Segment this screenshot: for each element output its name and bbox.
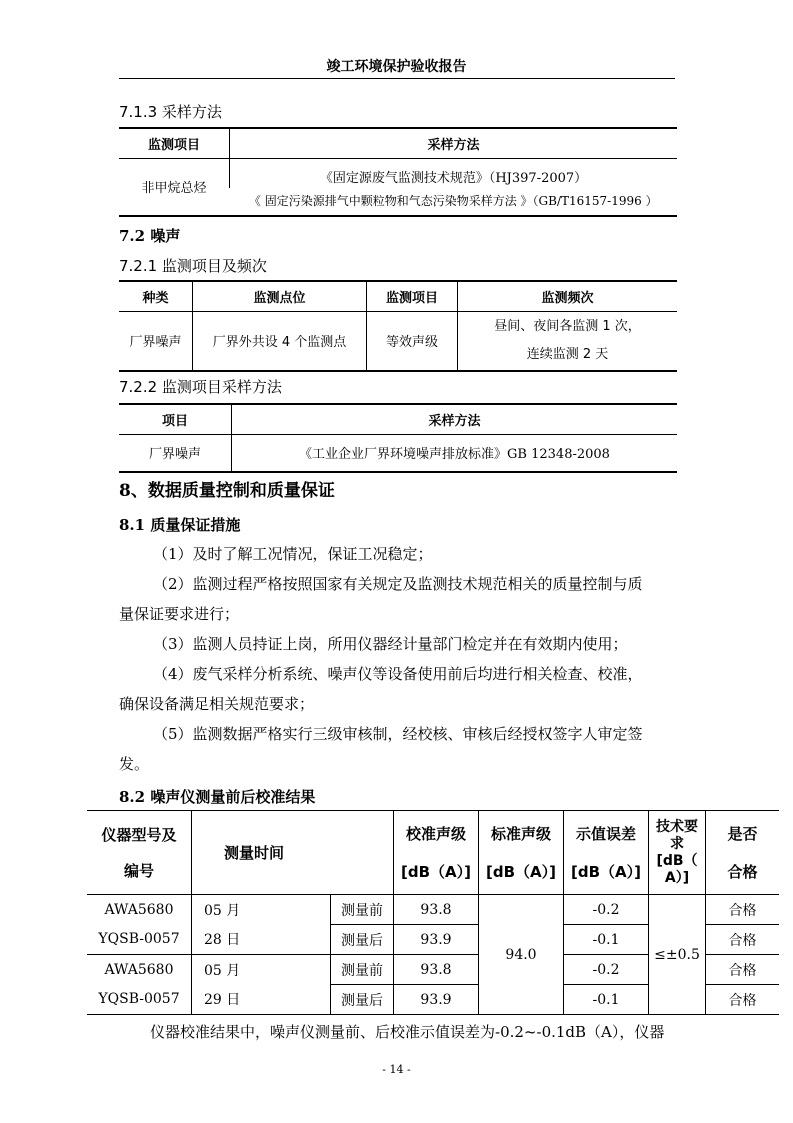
noise-method-table bbox=[119, 403, 677, 473]
phase-cell: 测量前 bbox=[331, 895, 394, 925]
err-cell: -0.2 bbox=[564, 895, 649, 925]
section-8-heading: 8、数据质量控制和质量保证 bbox=[119, 481, 335, 501]
col-header-cal-unit: [dB（A）] bbox=[401, 862, 471, 881]
col-header-item: 项目 bbox=[161, 413, 188, 429]
cal-cell: 93.9 bbox=[394, 925, 479, 955]
qa-item-5-line-2: 发。 bbox=[119, 755, 150, 773]
col-header-err bbox=[564, 811, 649, 895]
section-7-2-1-heading: 7.2.1 监测项目及频次 bbox=[119, 257, 267, 275]
page-number: - 14 - bbox=[382, 1063, 411, 1076]
header-divider bbox=[119, 78, 675, 79]
col-header-req-line-2: 求 bbox=[670, 835, 684, 852]
col-header-item: 监测项目 bbox=[147, 137, 200, 153]
col-header-type: 种类 bbox=[142, 290, 169, 306]
qa-item-4-line-2: 确保设备满足相关规范要求； bbox=[119, 695, 315, 713]
col-header-model-line-2: 编号 bbox=[123, 861, 154, 880]
section-8-2-heading: 8.2 噪声仪测量前后校准结果 bbox=[119, 788, 316, 806]
col-header-pass bbox=[706, 811, 780, 895]
col-header-model bbox=[87, 811, 192, 895]
col-header-std bbox=[479, 811, 564, 895]
cal-cell: 93.8 bbox=[394, 895, 479, 925]
col-header-req-line-3: [dB（ bbox=[656, 852, 698, 869]
phase-cell: 测量后 bbox=[331, 985, 394, 1015]
err-cell: -0.2 bbox=[564, 955, 649, 985]
qa-item-5-line-1: （5）监测数据严格实行三级审核制，经校核、审核后经授权签字人审定签 bbox=[153, 725, 643, 743]
day-cell: 29 日 bbox=[192, 985, 331, 1015]
col-header-method: 采样方法 bbox=[230, 128, 678, 158]
col-header-time: 测量时间 bbox=[192, 811, 394, 895]
item-cell: 等效声级 bbox=[367, 311, 458, 371]
method-line-2: 《 固定污染源排气中颗粒物和气态污染物采样方法 》（GB/T16157-1996 ） bbox=[248, 194, 658, 208]
pass-cell: 合格 bbox=[706, 955, 780, 985]
col-header-cal bbox=[394, 811, 479, 895]
col-header-err-label: 示值误差 bbox=[575, 824, 636, 843]
sampling-method-table bbox=[119, 127, 677, 217]
calibration-conclusion: 仪器校准结果中，噪声仪测量前、后校准示值误差为-0.2~-0.1dB（A），仪器 bbox=[150, 1023, 665, 1041]
col-header-point: 监测点位 bbox=[193, 281, 367, 311]
pass-cell: 合格 bbox=[706, 985, 780, 1015]
pass-cell: 合格 bbox=[706, 925, 780, 955]
item-cell: 厂界噪声 bbox=[148, 447, 201, 463]
qa-item-4-line-1: （4）废气采样分析系统、噪声仪等设备使用前后均进行相关检查、校准， bbox=[153, 665, 643, 683]
col-header-req-line-1: 技术要 bbox=[656, 818, 698, 835]
col-header-req-line-4: A）] bbox=[664, 869, 690, 886]
section-7-2-2-heading: 7.2.2 监测项目采样方法 bbox=[119, 378, 282, 396]
model-cell: YQSB-0057 bbox=[87, 925, 192, 955]
col-header-requirement bbox=[649, 811, 706, 895]
phase-cell: 测量前 bbox=[331, 955, 394, 985]
model-cell: AWA5680 bbox=[87, 895, 192, 925]
col-header-pass-line-1: 是否 bbox=[727, 824, 758, 843]
col-header-model-line-1: 仪器型号及 bbox=[101, 825, 177, 844]
frequency-cell bbox=[458, 311, 678, 371]
col-header-std-label: 标准声级 bbox=[490, 824, 551, 843]
err-cell: -0.1 bbox=[564, 985, 649, 1015]
item-cell: 非甲烷总烃 bbox=[141, 181, 207, 197]
month-cell: 05 月 bbox=[192, 895, 331, 925]
calibration-table bbox=[87, 810, 779, 1015]
model-cell: YQSB-0057 bbox=[87, 985, 192, 1015]
section-7-1-3-heading: 7.1.3 采样方法 bbox=[119, 103, 222, 121]
pass-cell: 合格 bbox=[706, 895, 780, 925]
quality-assurance-list bbox=[119, 539, 679, 779]
model-cell: AWA5680 bbox=[87, 955, 192, 985]
col-header-err-unit: [dB（A）] bbox=[571, 862, 641, 881]
monitoring-items-table bbox=[119, 280, 677, 372]
col-header-cal-label: 校准声级 bbox=[405, 824, 466, 843]
qa-item-1: （1）及时了解工况情况，保证工况稳定； bbox=[153, 545, 433, 563]
qa-item-3: （3）监测人员持证上岗，所用仪器经计量部门检定并在有效期内使用； bbox=[153, 635, 628, 653]
method-line-1: 《固定源废气监测技术规范》（HJ397-2007） bbox=[230, 158, 678, 188]
table-row bbox=[87, 895, 779, 925]
qa-item-2-line-1: （2）监测过程严格按照国家有关规定及监测技术规范相关的质量控制与质 bbox=[153, 575, 643, 593]
type-cell: 厂界噪声 bbox=[129, 335, 182, 351]
col-header-item: 监测项目 bbox=[367, 281, 458, 311]
frequency-line-1: 昼间、夜间各监测 1 次， bbox=[494, 318, 641, 334]
cal-cell: 93.9 bbox=[394, 985, 479, 1015]
section-8-1-heading: 8.1 质量保证措施 bbox=[119, 516, 241, 534]
std-value-cell: 94.0 bbox=[479, 895, 564, 1015]
point-cell: 厂界外共设 4 个监测点 bbox=[193, 311, 367, 371]
section-7-2-heading: 7.2 噪声 bbox=[119, 227, 181, 245]
page-header-title: 竣工环境保护验收报告 bbox=[326, 59, 467, 75]
frequency-line-2: 连续监测 2 天 bbox=[526, 346, 609, 362]
qa-item-2-line-2: 量保证要求进行； bbox=[119, 605, 240, 623]
col-header-std-unit: [dB（A）] bbox=[486, 862, 556, 881]
col-header-pass-line-2: 合格 bbox=[727, 862, 758, 881]
col-header-frequency: 监测频次 bbox=[458, 281, 678, 311]
cal-cell: 93.8 bbox=[394, 955, 479, 985]
month-cell: 05 月 bbox=[192, 955, 331, 985]
method-cell: 《工业企业厂界环境噪声排放标准》GB 12348-2008 bbox=[232, 434, 678, 472]
day-cell: 28 日 bbox=[192, 925, 331, 955]
col-header-method: 采样方法 bbox=[232, 404, 678, 434]
requirement-cell: ≤±0.5 bbox=[649, 895, 706, 1015]
phase-cell: 测量后 bbox=[331, 925, 394, 955]
err-cell: -0.1 bbox=[564, 925, 649, 955]
